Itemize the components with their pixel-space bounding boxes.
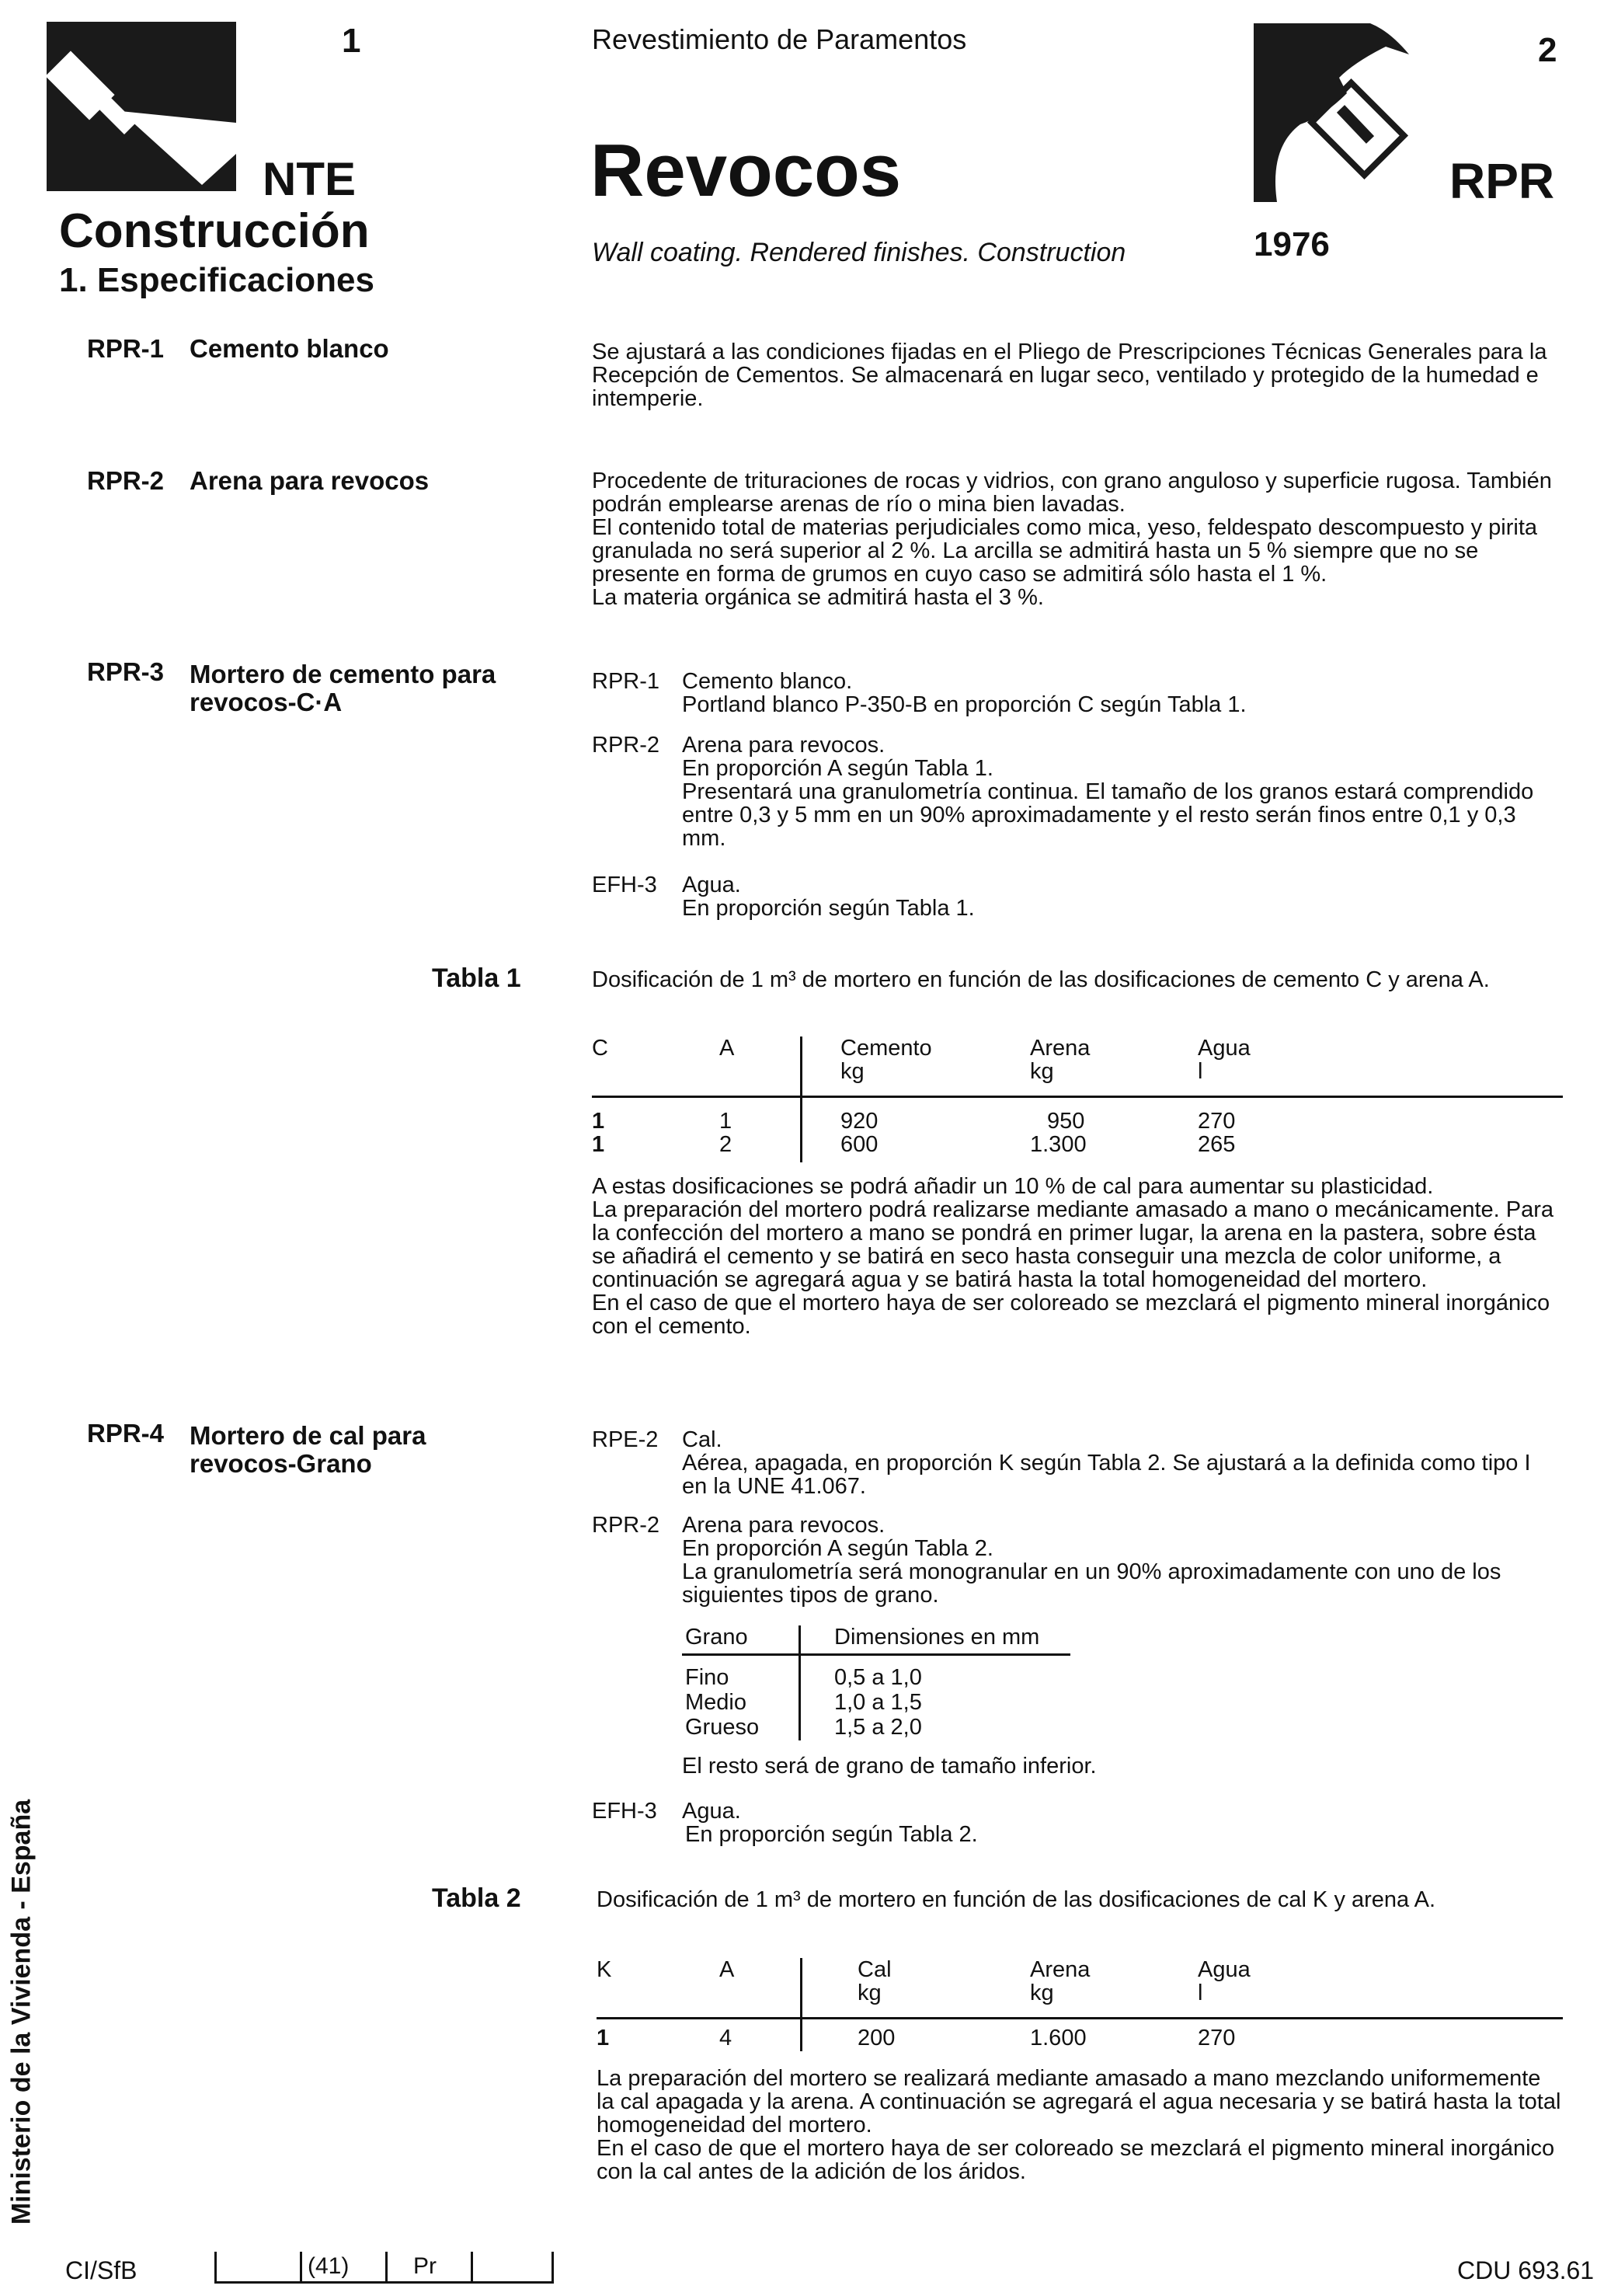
table-cell: 1 [597, 2026, 610, 2050]
page-title: Revocos [590, 129, 902, 212]
component-code: RPE-2 [592, 1427, 659, 1452]
component-line: En proporción según Tabla 2. [685, 1822, 978, 1847]
component-code: RPR-2 [592, 1513, 660, 1538]
component-item [592, 670, 1563, 733]
table-cell: 270 [1198, 1109, 1236, 1134]
table-header: K [597, 1957, 612, 1982]
grano-note: El resto será de grano de tamaño inferior. [682, 1754, 1097, 1779]
table-cell: 1.300 [1030, 1132, 1087, 1157]
cisfb-label: CI/SfB [65, 2256, 137, 2284]
rpr1-name: Cemento blanco [190, 334, 389, 363]
component-item [592, 1514, 1563, 1630]
rpr1-code: RPR-1 [87, 334, 165, 363]
component-code: RPR-1 [592, 669, 660, 694]
component-line: La granulometría será monogranular en un 90% aproximadamente con uno de los siguientes tipos de grano. [682, 1559, 1501, 1608]
table-header: Arena [1030, 1036, 1091, 1061]
cisfb-box-2: Pr [413, 2253, 437, 2279]
cisfb-classification-boxes [214, 2249, 556, 2283]
table-cell: 1 [719, 1109, 732, 1134]
component-name: Arena para revocos. [682, 1513, 885, 1538]
rpr3-components [592, 670, 1563, 928]
tabla2-label: Tabla 2 [432, 1883, 521, 1913]
component-line: Portland blanco P-350-B en proporción C según Tabla 1. [682, 692, 1247, 717]
tabla1-p1: A estas dosificaciones se podrá añadir un 10 % de cal para aumentar su plasticidad. [592, 1174, 1434, 1199]
table-rule [592, 1096, 1563, 1098]
box-divider [385, 2252, 388, 2283]
table-cell: 1 [592, 1132, 605, 1157]
table-cell: 200 [858, 2026, 896, 2050]
rpr-code: RPR [1449, 153, 1555, 209]
component-line: En proporción según Tabla 1. [682, 896, 975, 921]
table-cell: 265 [1198, 1132, 1236, 1157]
component-name: Agua. [682, 1799, 741, 1824]
subject-heading: Revestimiento de Paramentos [592, 23, 967, 55]
component-item [592, 873, 1563, 928]
component-item [592, 733, 1563, 873]
tabla1-table [592, 1037, 1563, 1162]
tabla1-notes [592, 1175, 1563, 1338]
page-subtitle: Wall coating. Rendered finishes. Construction [592, 238, 1126, 267]
rpr3-code: RPR-3 [87, 657, 165, 686]
box-divider [551, 2252, 554, 2283]
rpr1-text: Se ajustará a las condiciones fijadas en el Pliego de Prescripciones Técnicas Generales para la Recepción de Cementos. Se almacenará en lugar seco, ventilado y protegido de la humedad e intemperie. [592, 340, 1547, 411]
component-item [592, 1428, 1563, 1514]
trowel-logo-icon [47, 22, 236, 191]
box-divider [214, 2252, 217, 2283]
table-cell: Fino [685, 1665, 729, 1690]
ministry-label: Ministerio de la Vivienda - España [6, 1799, 37, 2225]
table-cell: Medio [685, 1690, 746, 1715]
table-header: A [719, 1957, 735, 1982]
tabla2-notes [597, 2067, 1563, 2183]
tabla2-caption: Dosificación de 1 m³ de mortero en función de las dosificaciones de cal K y arena A. [597, 1887, 1436, 1912]
page-number-left: 1 [342, 22, 361, 60]
table-header: C [592, 1036, 608, 1061]
tabla1-caption: Dosificación de 1 m³ de mortero en función de las dosificaciones de cemento C y arena A. [592, 967, 1490, 992]
table-header: Cemento [840, 1036, 932, 1061]
tabla2-table [597, 1958, 1563, 2051]
box-divider [471, 2252, 473, 2283]
rpr3-name: Mortero de cemento para revocos-C·A [190, 660, 496, 716]
table-unit: kg [858, 1981, 882, 2005]
table-cell: 2 [719, 1132, 732, 1157]
table-cell: 950 [1047, 1109, 1085, 1134]
component-code: EFH-3 [592, 873, 657, 897]
table-cell: 920 [840, 1109, 879, 1134]
rpr4-components [592, 1428, 1563, 1630]
table-cell: 600 [840, 1132, 879, 1157]
rpr2-text [592, 469, 1563, 609]
tabla2-p2: En el caso de que el mortero haya de ser coloreado se mezclará el pigmento mineral inorgánico con la cal antes de la adición de los áridos. [597, 2136, 1555, 2184]
section-title: 1. Especificaciones [59, 261, 374, 299]
component-line: En proporción A según Tabla 1. [682, 756, 993, 781]
table-unit: kg [1030, 1059, 1054, 1084]
table-cell: Grueso [685, 1715, 760, 1740]
rpr2-name: Arena para revocos [190, 466, 430, 495]
box-divider [300, 2252, 302, 2283]
rpr2-p3: La materia orgánica se admitirá hasta el 3 %. [592, 585, 1044, 610]
nte-label: NTE [263, 153, 356, 205]
component-name: Arena para revocos. [682, 733, 885, 758]
table-cell: 1 [592, 1109, 605, 1134]
rpr2-p2: El contenido total de materias perjudiciales como mica, yeso, feldespato descompuesto y pirita granulada no será superior al 2 %. La arcilla se admitirá hasta un 5 % siempre que no se presente en forma de grumos en cuyo caso se admitirá sólo hasta el 1 %. [592, 515, 1538, 587]
table-cell: 0,5 a 1,0 [834, 1665, 922, 1690]
table-rule [682, 1653, 1070, 1656]
tabla1-p2: La preparación del mortero podrá realizarse mediante amasado a mano o mecánicamente. Para la confección del mortero a mano se pondrá en primer lugar, la arena en la pastera, sobre ésta se añadirá el cemento y se batirá en seco hasta conseguir una mezcla de color uniforme, a continuación se agregará agua y se batirá hasta la total homogeneidad del mortero. [592, 1197, 1554, 1292]
table-header: Grano [685, 1625, 748, 1650]
plaster-logo-icon [1254, 23, 1417, 202]
year-label: 1976 [1254, 225, 1330, 263]
component-line: Presentará una granulometría continua. El tamaño de los granos estará comprendido entre 0,3 y 5 mm en un 90% aproximadamente y el resto serán finos entre 0,1 y 0,3 mm. [682, 779, 1534, 851]
grano-table [682, 1625, 1148, 1742]
component-line: En proporción A según Tabla 2. [682, 1536, 993, 1561]
rpr2-code: RPR-2 [87, 466, 165, 495]
table-header: Cal [858, 1957, 892, 1982]
table-header: Agua [1198, 1957, 1251, 1982]
component-detail [682, 757, 1560, 850]
rpr2-p1: Procedente de trituraciones de rocas y vidrios, con grano anguloso y superficie rugosa. También podrán emplearse arenas de río o mina bien lavadas. [592, 469, 1552, 517]
component-name: Agua. [682, 873, 741, 897]
table-cell: 1,5 a 2,0 [834, 1715, 922, 1740]
table-rule [597, 2017, 1563, 2019]
table-unit: kg [840, 1059, 865, 1084]
table-divider [800, 1037, 802, 1162]
table-cell: 4 [719, 2026, 732, 2050]
rpr4-name: Mortero de cal para revocos-Grano [190, 1421, 426, 1478]
table-unit: kg [1030, 1981, 1054, 2005]
table-unit: l [1198, 1981, 1203, 2005]
tabla1-label: Tabla 1 [432, 963, 521, 993]
box-baseline [214, 2281, 554, 2284]
table-header: Dimensiones en mm [834, 1625, 1040, 1650]
construccion-label: Construcción [59, 204, 370, 258]
cisfb-box-1: (41) [308, 2253, 350, 2279]
cdu-label: CDU 693.61 [1457, 2256, 1595, 2284]
rpr4-code: RPR-4 [87, 1419, 165, 1448]
table-header: Arena [1030, 1957, 1091, 1982]
page-number-right: 2 [1538, 31, 1557, 69]
component-code: EFH-3 [592, 1799, 657, 1824]
table-header: A [719, 1036, 735, 1061]
table-header: Agua [1198, 1036, 1251, 1061]
tabla1-p3: En el caso de que el mortero haya de ser coloreado se mezclará el pigmento mineral inorgánico con el cemento. [592, 1291, 1550, 1339]
table-divider [800, 1958, 802, 2051]
component-name: Cemento blanco. [682, 669, 853, 694]
table-divider [798, 1625, 801, 1740]
table-cell: 270 [1198, 2026, 1236, 2050]
component-item [592, 1800, 1563, 1854]
table-cell: 1.600 [1030, 2026, 1087, 2050]
component-detail [682, 1537, 1560, 1607]
table-unit: l [1198, 1059, 1203, 1084]
component-line: Aérea, apagada, en proporción K según Tabla 2. Se ajustará a la definida como tipo I en la UNE 41.067. [682, 1451, 1531, 1499]
tabla2-p1: La preparación del mortero se realizará mediante amasado a mano mezclando uniformemente la cal apagada y la arena. A continuación se agregará el agua necesaria y se batirá hasta la total homogeneidad del mortero. [597, 2066, 1561, 2137]
component-code: RPR-2 [592, 733, 660, 758]
table-cell: 1,0 a 1,5 [834, 1690, 922, 1715]
component-name: Cal. [682, 1427, 722, 1452]
